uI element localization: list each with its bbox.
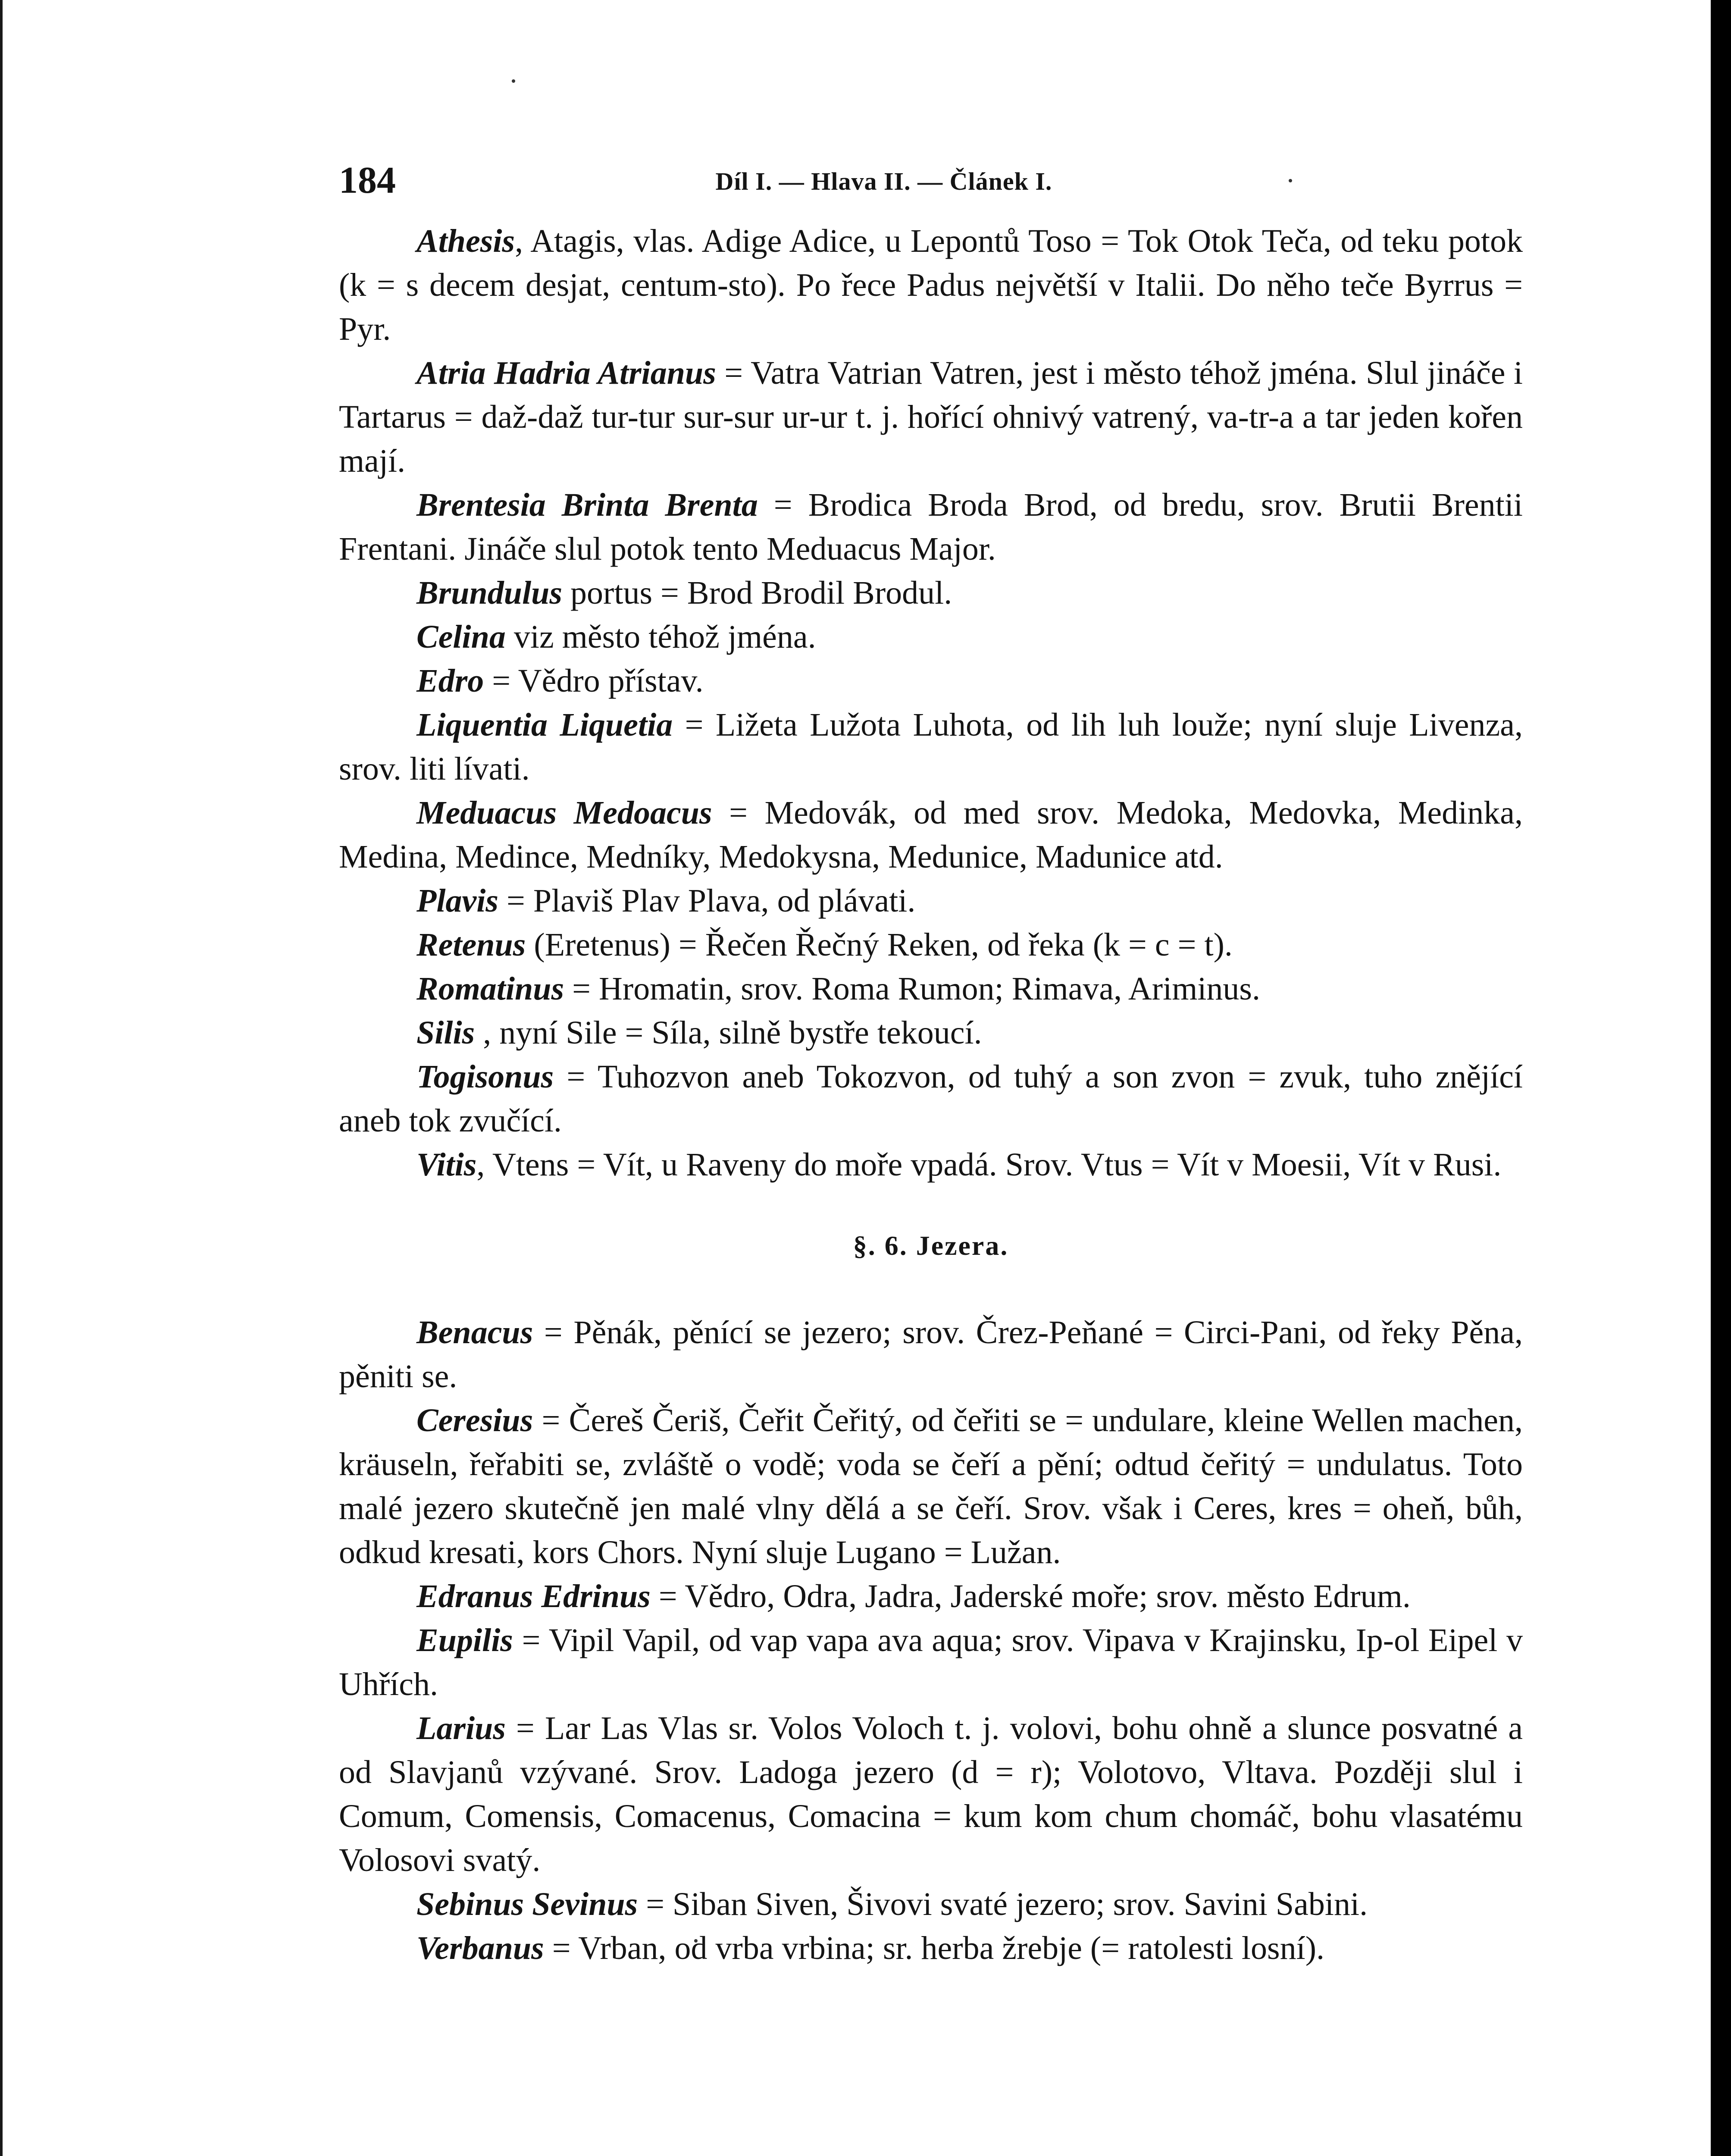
scan-edge-left (0, 0, 3, 2156)
entry-text: = Čereš Čeriš, Čeřit Čeřitý, od čeřiti se = undulare, kleine Wellen machen, kräuseln, řeřabiti se, zvláště o vodě; voda se čeří a pění; odtud čeřitý = undulatus. Toto malé jezero skutečně jen malé vlny dělá a se čeří. Srov. však i Ceres, kres = oheň, bůh, odkud kresati, kors Chors. Nyní sluje Lugano = Lužan. (339, 1402, 1523, 1570)
river-entry-romatinus (339, 967, 1523, 1011)
entry-text: = Vědro přístav. (484, 663, 704, 699)
river-entry-meduacus (339, 791, 1523, 879)
river-entry-edro (339, 659, 1523, 703)
river-entry-togisonus (339, 1055, 1523, 1143)
entry-text: (Eretenus) = Řečen Řečný Reken, od řeka (k = c = t). (526, 927, 1233, 963)
entry-text: = Ližeta Lužota Luhota, od lih luh louže; nyní sluje Livenza, srov. liti lívati. (339, 707, 1523, 787)
entry-text: = Lar Las Vlas sr. Volos Voloch t. j. volovi, bohu ohně a slunce posvatné a od Slavjanů vzývané. Srov. Ladoga jezero (d = r); Volotovo, Vltava. Později slul i Comum, Comensis, Comacenus, Comacina = kum kom chum chomáč, bohu vlasatému Volosovi svatý. (339, 1710, 1523, 1878)
entry-term: Meduacus Medoacus (416, 795, 712, 831)
entry-text: , Vtens = Vít, u Raveny do moře vpadá. Srov. Vtus = Vít v Moesii, Vít v Rusi. (476, 1147, 1502, 1183)
lake-entry-sebinus (339, 1882, 1523, 1926)
river-entry-vitis (339, 1143, 1523, 1187)
entry-term: Eupilis (416, 1622, 513, 1658)
entry-text: , Atagis, vlas. Adige Adice, u Lepontů Toso = Tok Otok Teča, od teku potok (k = s decem desjat, centum-sto). Po řece Padus největší v Italii. Do něho teče Byrrus = Pyr. (339, 223, 1523, 347)
entry-term: Edranus Edrinus (416, 1578, 651, 1614)
lake-entry-edranus (339, 1574, 1523, 1618)
river-entry-atria (339, 351, 1523, 483)
entry-term: Edro (416, 663, 484, 699)
river-entry-athesis (339, 219, 1523, 351)
lake-entry-benacus (339, 1310, 1523, 1398)
lake-entry-verbanus (339, 1926, 1523, 1970)
entry-term: Larius (416, 1710, 506, 1746)
entry-term: Atria Hadria Atrianus (416, 355, 716, 391)
river-entry-brentesia (339, 483, 1523, 571)
entry-term: Romatinus (416, 971, 564, 1007)
entry-term: Togisonus (416, 1059, 554, 1095)
entry-term: Benacus (416, 1314, 533, 1351)
lake-entry-eupilis (339, 1618, 1523, 1706)
lake-entry-larius (339, 1706, 1523, 1882)
entry-text: = Medovák, od med srov. Medoka, Medovka, Medinka, Medina, Medince, Medníky, Medokysna, Medunice, Madunice atd. (339, 795, 1523, 875)
entry-text: viz město téhož jména. (505, 619, 816, 655)
lake-entry-ceresius (339, 1398, 1523, 1574)
entry-text: = Hromatin, srov. Roma Rumon; Rimava, Ariminus. (564, 971, 1261, 1007)
scan-edge-right (1711, 0, 1731, 2156)
entry-text: portus = Brod Brodil Brodul. (562, 575, 952, 611)
entry-term: Brentesia Brinta Brenta (416, 487, 758, 523)
entry-text: , nyní Sile = Síla, silně bystře tekoucí. (475, 1015, 982, 1051)
entry-text: = Vrban, od vrba vrbina; sr. herba žrebje (= ratolesti losní). (544, 1930, 1325, 1966)
river-entry-celina (339, 615, 1523, 659)
entry-term: Silis (416, 1015, 475, 1051)
ink-speck (512, 79, 515, 83)
entry-term: Ceresius (416, 1402, 533, 1438)
entry-term: Plavis (416, 883, 498, 919)
river-entry-silis (339, 1011, 1523, 1055)
entry-term: Verbanus (416, 1930, 544, 1966)
entry-text: = Vipil Vapil, od vap vapa ava aqua; srov. Vipava v Krajinsku, Ip-ol Eipel v Uhřích. (339, 1622, 1523, 1702)
entry-text: = Brodica Broda Brod, od bredu, srov. Brutii Brentii Frentani. Jináče slul potok tento Meduacus Major. (339, 487, 1523, 567)
river-entry-retenus (339, 923, 1523, 967)
entry-text: = Tuhozvon aneb Tokozvon, od tuhý a son zvon = zvuk, tuho znějící aneb tok zvučící. (339, 1059, 1523, 1139)
section-heading-lakes: §. 6. Jezera. (853, 1230, 1009, 1261)
entry-text: = Siban Siven, Šivovi svaté jezero; srov. Savini Sabini. (638, 1886, 1368, 1922)
river-entry-brundulus (339, 571, 1523, 615)
river-entry-plavis (339, 879, 1523, 923)
entry-text: = Vědro, Odra, Jadra, Jaderské moře; srov. město Edrum. (650, 1578, 1411, 1614)
page-number: 184 (339, 160, 396, 201)
running-head: Díl I. — Hlava II. — Článek I. (715, 167, 1052, 195)
entry-text: = Pěnák, pěnící se jezero; srov. Črez-Peňané = Circi-Pani, od řeky Pěna, pěniti se. (339, 1314, 1523, 1395)
entry-term: Athesis (416, 223, 515, 259)
entry-term: Liquentia Liquetia (416, 707, 673, 743)
entry-term: Celina (416, 619, 506, 655)
entry-term: Vitis (416, 1147, 477, 1183)
entry-term: Sebinus Sevinus (416, 1886, 638, 1922)
river-entry-liquentia (339, 703, 1523, 791)
main-text (339, 219, 1523, 1970)
entry-term: Brundulus (416, 575, 563, 611)
entry-text: = Plaviš Plav Plava, od plávati. (498, 883, 916, 919)
entry-text: = Vatra Vatrian Vatren, jest i město téhož jména. Slul jináče i Tartarus = daž-daž tur-tur sur-sur ur-ur t. j. hořící ohnivý vatrený, va-tr-a a tar jeden kořen mají. (339, 355, 1523, 479)
entry-term: Retenus (416, 927, 526, 963)
